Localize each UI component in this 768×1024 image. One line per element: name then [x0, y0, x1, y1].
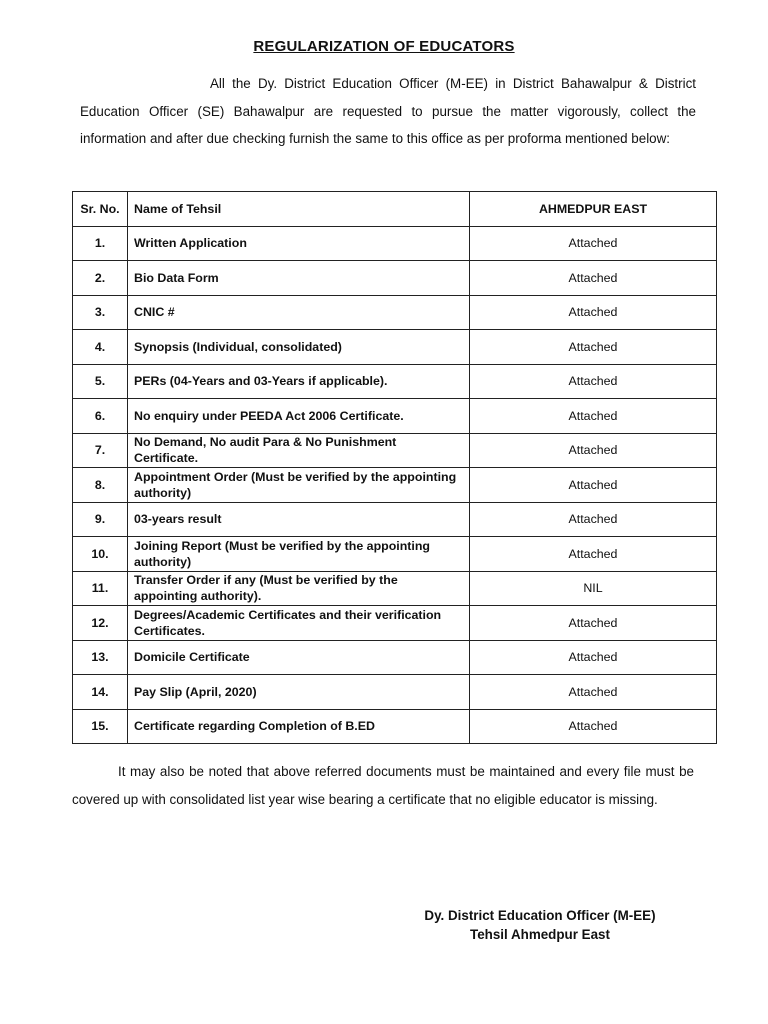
row-item: Pay Slip (April, 2020) — [128, 675, 470, 710]
row-item: 03-years result — [128, 502, 470, 537]
row-status: Attached — [470, 295, 717, 330]
intro-paragraph: All the Dy. District Education Officer (M-EE) in District Bahawalpur & District Education Officer (SE) Bahawalpur are requested to pursue the matter vigorously, collect the information and after due checking furnish the same to this office as per proforma mentioned below: — [80, 76, 696, 146]
row-status: Attached — [470, 330, 717, 365]
row-sr: 10. — [73, 537, 128, 572]
row-sr: 14. — [73, 675, 128, 710]
row-item: Bio Data Form — [128, 261, 470, 296]
table-row — [73, 330, 717, 365]
table-row — [73, 364, 717, 399]
document-title: REGULARIZATION OF EDUCATORS — [253, 38, 515, 55]
row-item: Degrees/Academic Certificates and their verification Certificates. — [128, 606, 470, 641]
signature-tehsil: Tehsil Ahmedpur East — [470, 927, 610, 942]
row-sr: 9. — [73, 502, 128, 537]
row-item: CNIC # — [128, 295, 470, 330]
row-sr: 7. — [73, 433, 128, 468]
closing-paragraph: It may also be noted that above referred documents must be maintained and every file must be covered up with consolidated list year wise bearing a certificate that no eligible educator is missing. — [72, 764, 694, 807]
row-sr: 12. — [73, 606, 128, 641]
signature-designation: Dy. District Education Officer (M-EE) — [424, 908, 656, 923]
row-status: Attached — [470, 675, 717, 710]
row-status: Attached — [470, 537, 717, 572]
row-status: Attached — [470, 261, 717, 296]
row-item: Certificate regarding Completion of B.ED — [128, 709, 470, 744]
row-sr: 2. — [73, 261, 128, 296]
row-status: Attached — [470, 433, 717, 468]
row-sr: 3. — [73, 295, 128, 330]
row-item: Transfer Order if any (Must be verified by the appointing authority). — [128, 571, 470, 606]
row-sr: 13. — [73, 640, 128, 675]
table-row — [73, 502, 717, 537]
table-row — [73, 571, 717, 606]
row-item: No enquiry under PEEDA Act 2006 Certificate. — [128, 399, 470, 434]
header-tehsil-value: AHMEDPUR EAST — [470, 192, 717, 227]
row-status: Attached — [470, 364, 717, 399]
row-sr: 1. — [73, 226, 128, 261]
row-sr: 11. — [73, 571, 128, 606]
table-row — [73, 640, 717, 675]
row-item: Domicile Certificate — [128, 640, 470, 675]
row-status: Attached — [470, 468, 717, 503]
row-status: Attached — [470, 399, 717, 434]
row-status: NIL — [470, 571, 717, 606]
row-sr: 15. — [73, 709, 128, 744]
row-item: Joining Report (Must be verified by the appointing authority) — [128, 537, 470, 572]
table-row — [73, 675, 717, 710]
table-row — [73, 261, 717, 296]
row-status: Attached — [470, 502, 717, 537]
row-sr: 8. — [73, 468, 128, 503]
row-status: Attached — [470, 226, 717, 261]
row-sr: 5. — [73, 364, 128, 399]
row-status: Attached — [470, 606, 717, 641]
row-sr: 6. — [73, 399, 128, 434]
row-sr: 4. — [73, 330, 128, 365]
table-row — [73, 468, 717, 503]
table-row — [73, 709, 717, 744]
table-row — [73, 295, 717, 330]
header-sr-no: Sr. No. — [73, 192, 128, 227]
row-item: No Demand, No audit Para & No Punishment Certificate. — [128, 433, 470, 468]
table-row — [73, 606, 717, 641]
row-item: Appointment Order (Must be verified by the appointing authority) — [128, 468, 470, 503]
row-item: Written Application — [128, 226, 470, 261]
signature-block — [390, 906, 690, 944]
table-row — [73, 433, 717, 468]
proforma-table — [72, 191, 717, 744]
table-row — [73, 226, 717, 261]
table-row — [73, 399, 717, 434]
row-status: Attached — [470, 640, 717, 675]
header-name-of-tehsil: Name of Tehsil — [128, 192, 470, 227]
table-header-row — [73, 192, 717, 227]
row-item: PERs (04-Years and 03-Years if applicable). — [128, 364, 470, 399]
table-row — [73, 537, 717, 572]
row-status: Attached — [470, 709, 717, 744]
row-item: Synopsis (Individual, consolidated) — [128, 330, 470, 365]
